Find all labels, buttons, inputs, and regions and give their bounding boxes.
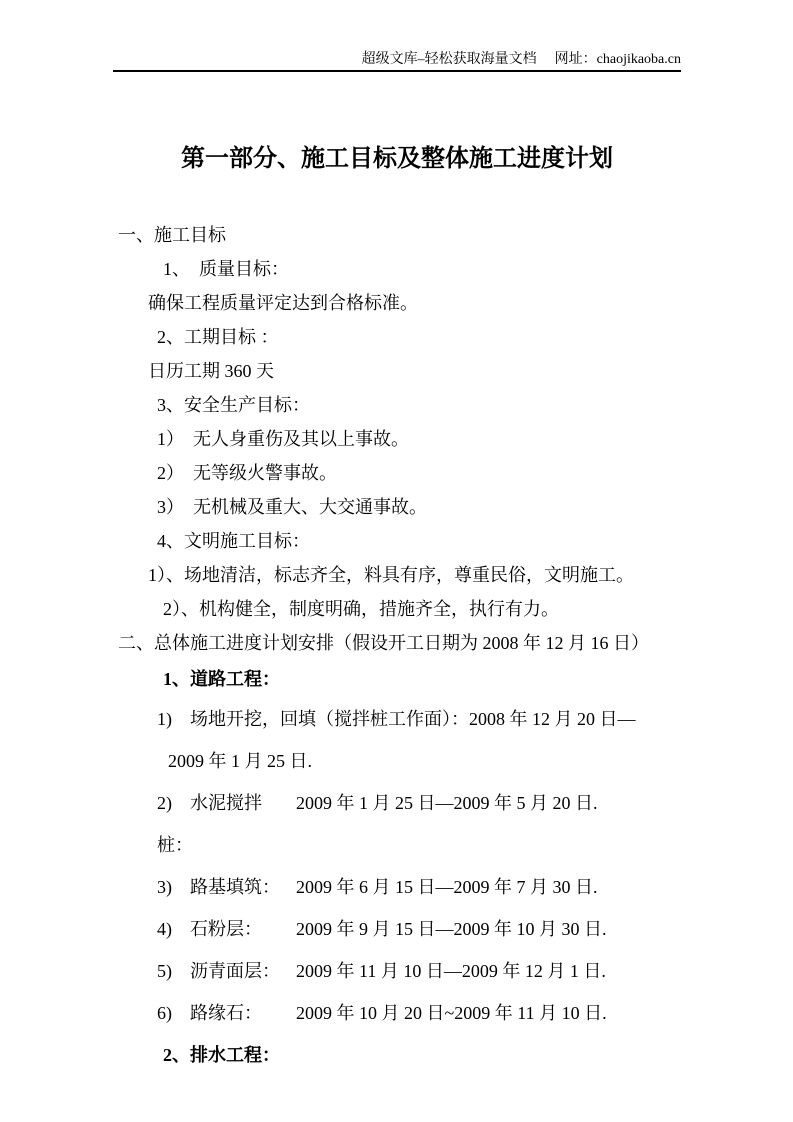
civility-goal-heading: 4、文明施工目标： bbox=[157, 531, 310, 551]
road-item-3 bbox=[113, 866, 681, 908]
drainage-works-heading: 2、排水工程： bbox=[163, 1045, 280, 1065]
civility-item-2: 2）、机构健全，制度明确，措施齐全，执行有力。 bbox=[163, 599, 559, 619]
quality-goal-text: 确保工程质量评定达到合格标准。 bbox=[148, 293, 418, 313]
schedule-date: 2009 年 11 月 10 日—2009 年 12 月 1 日. bbox=[296, 961, 606, 981]
quality-goal-heading: 1、 质量目标： bbox=[163, 259, 289, 279]
schedule-date: 2009 年 9 月 15 日—2009 年 10 月 30 日. bbox=[296, 919, 607, 939]
header-text-row bbox=[113, 0, 681, 70]
section2-heading: 二、总体施工进度计划安排（假设开工日期为 2008 年 12 月 16 日） bbox=[118, 633, 649, 653]
document-body bbox=[113, 218, 681, 1076]
road-item-6 bbox=[113, 992, 681, 1034]
schedule-date: 2009 年 10 月 20 日~2009 年 11 月 10 日. bbox=[296, 1003, 607, 1023]
road-works-heading: 1、道路工程： bbox=[163, 669, 280, 689]
document-title: 第一部分、施工目标及整体施工进度计划 bbox=[181, 146, 613, 172]
safety-item-1: 1） 无人身重伤及其以上事故。 bbox=[157, 429, 409, 449]
schedule-label: 4) 石粉层： bbox=[157, 919, 262, 939]
schedule-label: 2) 水泥搅拌桩： bbox=[157, 793, 262, 855]
road-item-4 bbox=[113, 908, 681, 950]
duration-goal-text: 日历工期 360 天 bbox=[148, 361, 274, 381]
civility-item-1: 1）、场地清洁，标志齐全，料具有序，尊重民俗，文明施工。 bbox=[148, 565, 634, 585]
header-url-text: 网址：chaojikaoba.cn bbox=[554, 52, 681, 67]
safety-item-3: 3） 无机械及重大、大交通事故。 bbox=[157, 497, 427, 517]
header-brand-text: 超级文库–轻松获取海量文档 bbox=[361, 52, 537, 67]
duration-goal-heading: 2、工期目标 ： bbox=[157, 327, 279, 347]
road-item-2 bbox=[113, 782, 681, 866]
safety-goal-heading: 3、安全生产目标： bbox=[157, 395, 310, 415]
schedule-date: 2009 年 6 月 15 日—2009 年 7 月 30 日. bbox=[296, 877, 598, 897]
schedule-label: 3) 路基填筑： bbox=[157, 877, 280, 897]
safety-item-2: 2） 无等级火警事故。 bbox=[157, 463, 337, 483]
header-divider bbox=[113, 70, 681, 72]
schedule-label: 6) 路缘石： bbox=[157, 1003, 262, 1023]
road-item-1-line1: 1) 场地开挖，回填（搅拌桩工作面）：2008 年 12 月 20 日— bbox=[157, 709, 636, 729]
road-item-1-line2: 2009 年 1 月 25 日. bbox=[168, 751, 312, 771]
schedule-label: 5) 沥青面层： bbox=[157, 961, 280, 981]
page-header bbox=[113, 0, 681, 72]
road-item-5 bbox=[113, 950, 681, 992]
schedule-date: 2009 年 1 月 25 日—2009 年 5 月 20 日. bbox=[296, 793, 598, 813]
section1-heading: 一、施工目标 bbox=[118, 225, 226, 245]
